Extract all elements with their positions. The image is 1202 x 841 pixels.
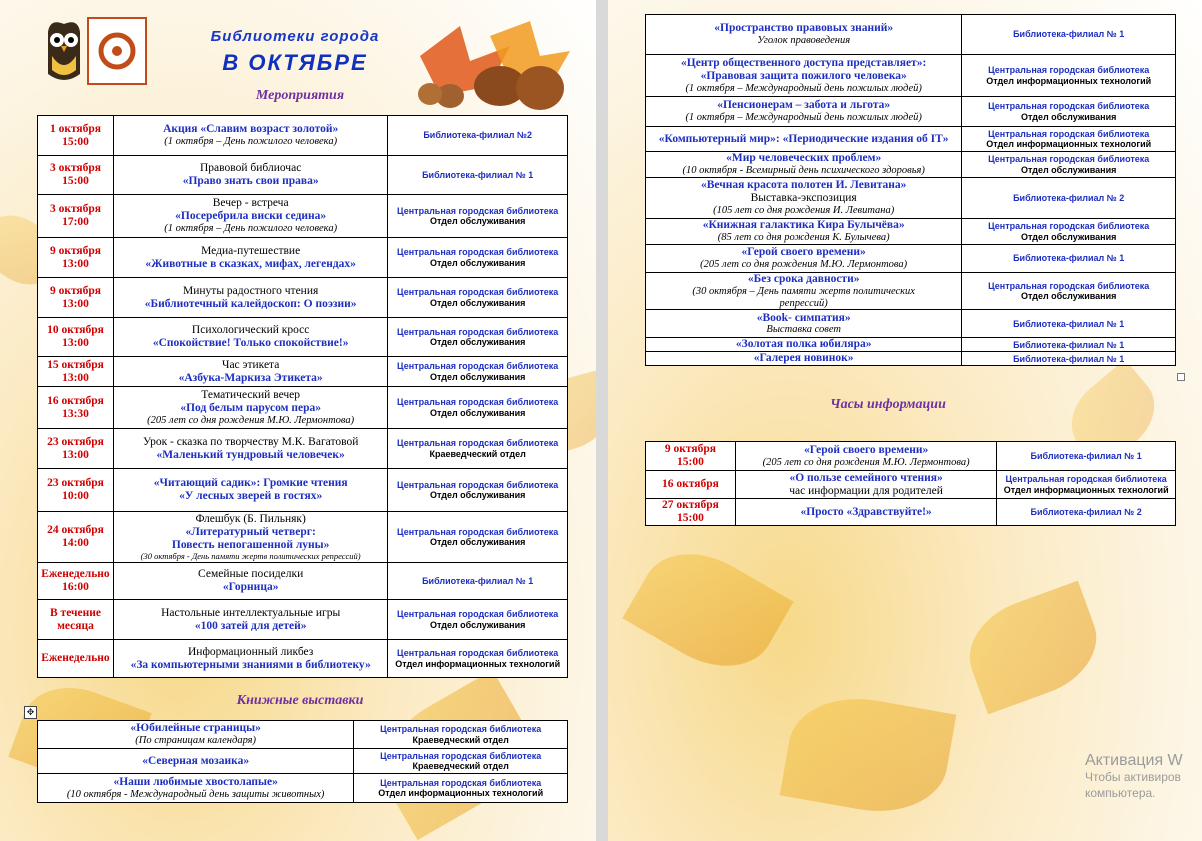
entry-text: «Компьютерный мир»: «Периодические издания об IT» (658, 132, 949, 145)
entry-text: (30 октября - День памяти жертв политических репрессий) (140, 550, 361, 561)
venue-cell (962, 152, 1176, 178)
venue-name: Центральная городская библиотека (988, 221, 1150, 232)
table-row (38, 640, 568, 678)
venue-department: Краеведческий отдел (412, 734, 509, 745)
autumn-leaves-pinecones-decor (400, 16, 590, 116)
header-title-line1: Библиотеки города (210, 28, 380, 45)
table-row (38, 429, 568, 469)
venue-department: Отдел информационных технологий (986, 139, 1152, 149)
venue-department: Отдел обслуживания (429, 407, 526, 418)
event-time: 10:00 (62, 490, 89, 502)
venue-department: Краеведческий отдел (429, 448, 526, 459)
venue-department: Отдел обслуживания (429, 257, 526, 268)
venue-cell (997, 471, 1176, 499)
table-row (38, 387, 568, 429)
venue-name: Библиотека-филиал № 1 (422, 575, 534, 586)
exhibition-description-cell (646, 15, 962, 55)
date-cell (38, 318, 114, 357)
entry-text: «У лесных зверей в гостях» (179, 490, 323, 502)
watermark-line3: компьютера. (1085, 785, 1156, 800)
entry-text: «Book- симпатия» (756, 311, 851, 324)
event-date: 9 октября (664, 443, 716, 456)
date-cell (38, 429, 114, 469)
venue-cell (388, 116, 568, 156)
venue-cell (354, 774, 568, 803)
exhibition-description-cell (646, 55, 962, 97)
venue-department: Отдел обслуживания (429, 337, 526, 347)
entry-text: Информационный ликбез (187, 645, 314, 658)
venue-name: Центральная городская библиотека (397, 609, 559, 620)
event-date: В течение (50, 606, 101, 619)
venue-cell (962, 245, 1176, 273)
venue-name: Центральная городская библиотека (380, 724, 542, 735)
venue-cell (962, 352, 1176, 366)
venue-name: Библиотека-филиал № 1 (1013, 253, 1125, 264)
venue-name: Библиотека-филиал № 1 (422, 169, 534, 180)
table-row (646, 178, 1176, 219)
exhibition-description-cell (646, 245, 962, 273)
event-date: 3 октября (49, 162, 102, 175)
event-date: 24 октября (47, 524, 104, 537)
event-time: 13:00 (62, 297, 89, 310)
table-row (38, 238, 568, 278)
events-table (37, 115, 568, 678)
entry-text: «Герой своего времени» (741, 246, 866, 259)
autumn-leaf-decor (956, 581, 1111, 715)
entry-text: Минуты радостного чтения (183, 284, 319, 297)
date-cell (646, 499, 736, 526)
date-cell (38, 278, 114, 318)
event-description-cell (113, 278, 387, 318)
exhibition-description-cell (646, 152, 962, 178)
table-row (38, 721, 568, 749)
venue-cell (388, 600, 568, 640)
venue-cell (962, 338, 1176, 352)
venue-name: Центральная городская библиотека (397, 648, 559, 659)
venue-name: Центральная городская библиотека (988, 101, 1150, 112)
table-row (646, 97, 1176, 127)
entry-text: «Посеребрила виски седина» (175, 210, 327, 223)
entry-text: Повесть непогашенной луны» (171, 538, 330, 551)
event-description-cell (113, 429, 387, 469)
venue-department: Отдел информационных технологий (378, 788, 544, 798)
event-description-cell (113, 563, 387, 600)
exhibition-description-cell (38, 749, 354, 774)
event-description-cell (113, 469, 387, 512)
venue-cell (962, 55, 1176, 97)
table-row (646, 352, 1176, 366)
entry-text: «Северная мозаика» (142, 754, 250, 767)
event-description-cell (113, 512, 387, 563)
exhibition-description-cell (646, 310, 962, 338)
exhibition-description-cell (646, 127, 962, 152)
table-row (38, 774, 568, 803)
event-description-cell (113, 600, 387, 640)
venue-department: Отдел обслуживания (429, 216, 526, 226)
event-date: 1 октября (49, 122, 102, 135)
venue-name: Центральная городская библиотека (988, 281, 1150, 292)
venue-name: Центральная городская библиотека (397, 397, 559, 408)
venue-name: Центральная городская библиотека (397, 287, 559, 298)
watermark-line1: Активация W (1085, 752, 1183, 769)
venue-cell (388, 238, 568, 278)
venue-name: Центральная городская библиотека (397, 438, 559, 449)
table-row (38, 116, 568, 156)
date-cell (38, 195, 114, 238)
entry-text: (85 лет со дня рождения К. Булычева) (717, 232, 890, 244)
info-hours-table (645, 441, 1176, 526)
table-row (38, 749, 568, 774)
exhibition-description-cell (646, 219, 962, 245)
table-row (646, 338, 1176, 352)
venue-cell (997, 442, 1176, 471)
event-time: 13:00 (62, 257, 89, 270)
venue-department: Отдел обслуживания (1020, 231, 1117, 242)
entry-text: Час этикета (221, 358, 280, 371)
event-date: 10 октября (47, 324, 104, 337)
date-cell (38, 600, 114, 640)
entry-text: Выставка-экспозиция (750, 192, 857, 205)
section-title-events: Мероприятия (255, 88, 345, 103)
entry-text: «Под белым парусом пера» (180, 401, 321, 414)
entry-text: «Азбука-Маркиза Этикета» (178, 371, 323, 384)
entry-text: «Центр общественного доступа представляет»: (681, 56, 927, 69)
venue-cell (388, 640, 568, 678)
entry-text: «Герой своего времени» (803, 443, 929, 456)
venue-department: Отдел обслуживания (1020, 111, 1117, 122)
venue-department: Отдел обслуживания (429, 371, 526, 382)
entry-text: «Правовая защита пожилого человека» (700, 69, 907, 82)
entry-text: (1 октября – Международный день пожилых людей) (685, 82, 922, 94)
entry-text: «Просто «Здравствуйте!» (800, 505, 932, 518)
table-row (646, 152, 1176, 178)
venue-cell (354, 721, 568, 749)
table-row (646, 219, 1176, 245)
table-row (38, 156, 568, 195)
entry-text: «Книжная галактика Кира Булычёва» (702, 219, 905, 232)
venue-name: Центральная городская библиотека (397, 326, 559, 337)
entry-text: Семейные посиделки (198, 568, 304, 581)
page-left (0, 0, 596, 841)
venue-cell (962, 15, 1176, 55)
venue-name: Центральная городская библиотека (397, 247, 559, 258)
entry-text: (10 октября - Международный день защиты животных) (66, 788, 325, 800)
venue-department: Отдел обслуживания (429, 537, 526, 547)
event-date: 16 октября (47, 394, 104, 407)
event-description-cell (113, 156, 387, 195)
date-cell (38, 512, 114, 563)
entry-text: «Мир человеческих проблем» (726, 152, 882, 165)
venue-cell (962, 219, 1176, 245)
date-cell (38, 563, 114, 600)
venue-name: Библиотека-филиал № 1 (1013, 29, 1125, 40)
venue-name: Библиотека-филиал № 1 (1013, 339, 1125, 350)
entry-text: Флешбук (Б. Пильняк) (195, 512, 306, 525)
event-date: 16 октября (662, 478, 719, 491)
table-row (38, 357, 568, 387)
table-row (646, 15, 1176, 55)
entry-text: «Маленький тундровый человечек» (156, 448, 345, 461)
venue-name: Центральная городская библиотека (380, 777, 542, 788)
event-time: 15:00 (677, 512, 704, 524)
table-move-handle[interactable]: ✥ (24, 706, 37, 719)
entry-text: «Право знать свои права» (182, 175, 319, 187)
event-date: 9 октября (49, 284, 102, 297)
entry-text: (1 октября – День пожилого человека) (164, 136, 338, 148)
event-date: 23 октября (47, 435, 104, 448)
entry-text: (1 октября – День пожилого человека) (164, 223, 338, 234)
venue-department: Краеведческий отдел (412, 761, 509, 771)
venue-cell (388, 318, 568, 357)
entry-text: «Без срока давности» (747, 273, 860, 285)
venue-cell (962, 97, 1176, 127)
entry-text: Урок - сказка по творчеству М.К. Вагатовой (142, 435, 359, 448)
exhibitions-table-continued (645, 14, 1176, 366)
entry-text: Медиа-путешествие (201, 244, 301, 257)
venue-name: Библиотека-филиал № 1 (1013, 353, 1125, 364)
date-cell (646, 471, 736, 499)
event-time: 15:00 (677, 456, 704, 468)
venue-name: Центральная городская библиотека (988, 128, 1150, 139)
venue-cell (962, 178, 1176, 219)
event-description-cell (113, 318, 387, 357)
event-time: месяца (57, 619, 94, 632)
venue-cell (962, 310, 1176, 338)
table-row (38, 318, 568, 357)
entry-text: «За компьютерными знаниями в библиотеку» (130, 658, 371, 671)
exhibition-description-cell (38, 774, 354, 803)
event-date: 9 октября (49, 244, 102, 257)
event-time: 13:00 (62, 448, 89, 461)
event-date: 27 октября (662, 499, 719, 512)
venue-name: Центральная городская библиотека (397, 526, 559, 537)
event-description-cell (113, 640, 387, 678)
table-row (646, 273, 1176, 310)
entry-text: «Пенсионерам – забота и льгота» (717, 99, 891, 112)
entry-text: «Литературный четверг: (185, 525, 316, 538)
venue-name: Библиотека-филиал № 1 (1013, 318, 1125, 329)
exhibition-description-cell (646, 273, 962, 310)
table-row (646, 127, 1176, 152)
date-cell (38, 357, 114, 387)
exhibition-description-cell (38, 721, 354, 749)
entry-text: репрессий) (779, 297, 828, 309)
event-description-cell (113, 238, 387, 278)
venue-cell (388, 278, 568, 318)
entry-text: «Животные в сказках, мифах, легендах» (145, 257, 356, 270)
table-row (646, 442, 1176, 471)
autumn-leaf-decor (780, 687, 957, 823)
event-time: 16:00 (62, 581, 89, 593)
entry-text: (205 лет со дня рождения М.Ю. Лермонтова) (762, 456, 970, 468)
event-time: 15:00 (62, 175, 89, 187)
venue-name: Центральная городская библиотека (380, 750, 542, 761)
venue-cell (388, 512, 568, 563)
venue-name: Библиотека-филиал № 1 (1030, 450, 1142, 461)
entry-text: (30 октября – День памяти жертв политических (692, 285, 915, 297)
entry-text: «100 затей для детей» (194, 619, 307, 632)
event-description-cell (113, 387, 387, 429)
table-row (38, 278, 568, 318)
venue-cell (388, 563, 568, 600)
entry-text: (По страницам календаря) (135, 735, 257, 747)
info-description-cell (735, 442, 996, 471)
event-description-cell (113, 357, 387, 387)
table-row (38, 512, 568, 563)
page-right (608, 0, 1202, 841)
venue-cell (962, 127, 1176, 152)
date-cell (38, 469, 114, 512)
exhibition-description-cell (646, 352, 962, 366)
venue-name: Библиотека-филиал № 2 (1030, 506, 1142, 517)
table-row (646, 499, 1176, 526)
venue-name: Центральная городская библиотека (988, 154, 1150, 165)
event-time: 14:00 (62, 537, 89, 549)
section-title-exhibitions: Книжные выставки (236, 693, 364, 708)
entry-text: «Пространство правовых знаний» (714, 22, 894, 35)
entry-text: Правовой библиочас (200, 162, 302, 175)
table-row (646, 55, 1176, 97)
exhibition-description-cell (646, 178, 962, 219)
event-time: 17:00 (62, 216, 89, 228)
entry-text: (205 лет со дня рождения М.Ю. Лермонтова) (700, 259, 908, 271)
venue-cell (388, 357, 568, 387)
entry-text: Акция «Славим возраст золотой» (163, 123, 339, 136)
table-row (646, 245, 1176, 273)
event-date: Еженедельно (41, 568, 110, 581)
venue-cell (962, 273, 1176, 310)
event-description-cell (113, 116, 387, 156)
entry-text: (105 лет со дня рождения И. Левитана) (713, 205, 895, 216)
table-row (38, 563, 568, 600)
table-row (38, 469, 568, 512)
venue-cell (388, 429, 568, 469)
table-row (38, 195, 568, 238)
date-cell (38, 238, 114, 278)
entry-text: Вечер - встреча (212, 197, 289, 210)
venue-department: Отдел обслуживания (429, 490, 526, 500)
entry-text: «Наши любимые хвостолапые» (113, 775, 278, 788)
venue-cell (388, 156, 568, 195)
header-title-line2: В ОКТЯБРЕ (222, 50, 368, 75)
entry-text: «О пользе семейного чтения» (789, 471, 943, 484)
venue-department: Отдел информационных технологий (395, 658, 561, 669)
entry-text: «Спокойствие! Только спокойствие!» (152, 337, 349, 349)
venue-name: Библиотека-филиал №2 (423, 130, 533, 141)
venue-department: Отдел обслуживания (1020, 164, 1117, 175)
table-row (646, 471, 1176, 499)
entry-text: Уголок правоведения (757, 35, 851, 47)
venue-cell (388, 195, 568, 238)
venue-department: Отдел информационных технологий (986, 75, 1152, 86)
exhibition-description-cell (646, 338, 962, 352)
entry-text: «Вечная красота полотен И. Левитана» (700, 179, 907, 192)
date-cell (38, 387, 114, 429)
venue-name: Библиотека-филиал № 2 (1013, 192, 1125, 203)
entry-text: «Библиотечный калейдоскоп: О поэзии» (144, 297, 357, 310)
table-resize-handle[interactable] (1177, 373, 1185, 381)
owl-library-logo (40, 14, 150, 88)
entry-text: (1 октября – Международный день пожилых людей) (685, 112, 922, 124)
entry-text: час информации для родителей (789, 484, 943, 497)
venue-department: Отдел обслуживания (1020, 291, 1117, 302)
event-description-cell (113, 195, 387, 238)
entry-text: Тематический вечер (201, 388, 301, 401)
entry-text: «Золотая полка юбиляра» (735, 338, 872, 351)
venue-cell (997, 499, 1176, 526)
venue-name: Центральная городская библиотека (1005, 474, 1167, 485)
venue-cell (388, 387, 568, 429)
exhibitions-table (37, 720, 568, 803)
event-date: 3 октября (49, 203, 102, 216)
date-cell (38, 156, 114, 195)
entry-text: Психологический кросс (191, 324, 310, 337)
venue-name: Центральная городская библиотека (397, 361, 559, 372)
entry-text: «Читающий садик»: Громкие чтения (153, 477, 348, 490)
event-date: Еженедельно (41, 652, 110, 665)
event-date: 23 октября (47, 477, 104, 490)
autumn-leaf-decor (622, 532, 793, 689)
venue-name: Центральная городская библиотека (988, 65, 1150, 76)
entry-text: «Юбилейные страницы» (130, 722, 261, 735)
venue-name: Центральная городская библиотека (397, 205, 559, 216)
date-cell (646, 442, 736, 471)
info-description-cell (735, 499, 996, 526)
event-date: 15 октября (47, 358, 104, 371)
venue-department: Отдел обслуживания (429, 619, 526, 630)
entry-text: Настольные интеллектуальные игры (161, 606, 341, 619)
section-title-info-hours: Часы информации (830, 397, 946, 412)
info-description-cell (735, 471, 996, 499)
entry-text: (205 лет со дня рождения М.Ю. Лермонтова) (147, 414, 355, 426)
entry-text: (10 октября - Всемирный день психического здоровья) (682, 165, 925, 177)
venue-department: Отдел обслуживания (429, 297, 526, 308)
event-time: 13:30 (62, 407, 89, 420)
date-cell (38, 116, 114, 156)
watermark-line2: Чтобы активиров (1085, 770, 1181, 784)
exhibition-description-cell (646, 97, 962, 127)
event-time: 13:00 (62, 337, 89, 349)
venue-cell (354, 749, 568, 774)
event-time: 15:00 (62, 135, 89, 148)
entry-text: «Горница» (222, 581, 279, 593)
venue-cell (388, 469, 568, 512)
date-cell (38, 640, 114, 678)
entry-text: Выставка совет (766, 324, 841, 336)
table-row (38, 600, 568, 640)
event-time: 13:00 (62, 371, 89, 384)
entry-text: «Галерея новинок» (753, 352, 854, 365)
table-row (646, 310, 1176, 338)
venue-name: Центральная городская библиотека (397, 479, 559, 490)
venue-department: Отдел информационных технологий (1003, 484, 1169, 495)
activation-watermark (1085, 752, 1183, 801)
